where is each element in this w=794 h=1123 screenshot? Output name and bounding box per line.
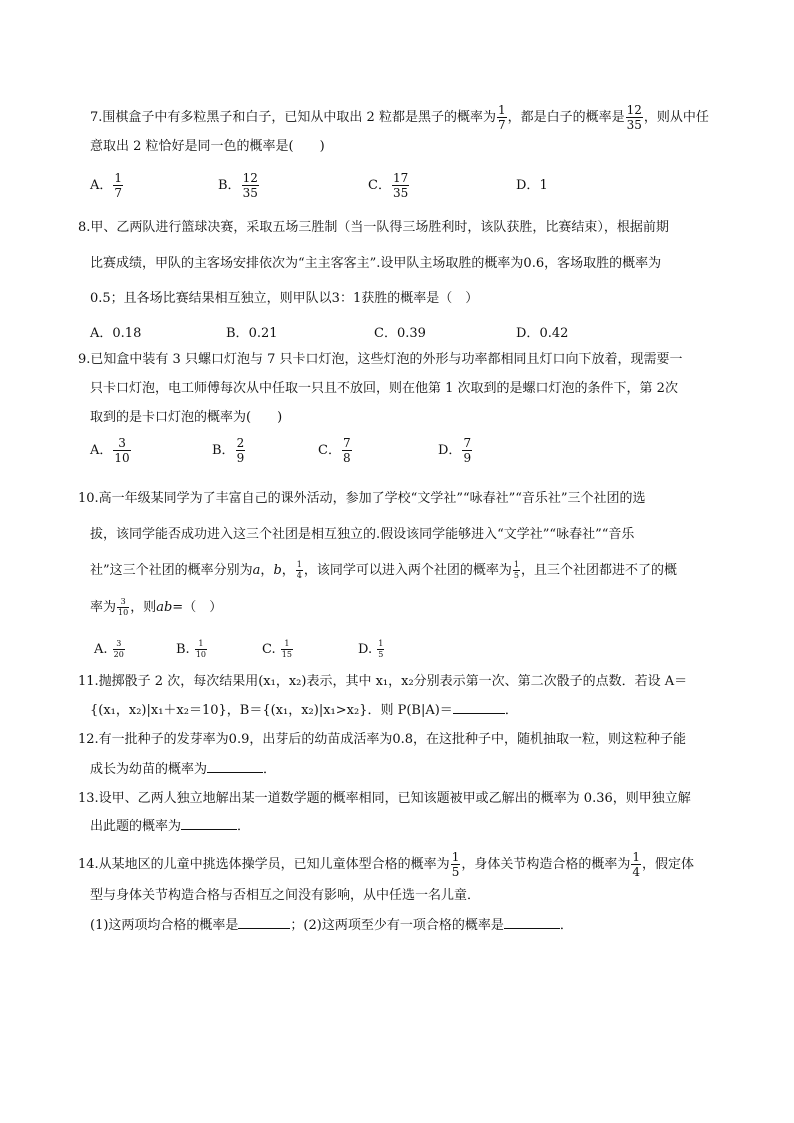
q14-answer-blank-1[interactable] (238, 916, 290, 929)
q7-fraction-1: $\frac{1}{7}$ (497, 103, 506, 132)
q7-text-3: ，则从中任 (643, 110, 709, 125)
q12-line-2: 成长为幼苗的概率为 ． (90, 762, 277, 777)
q10-line-3: 社”这三个社团的概率分别为a，b， $\frac{1}{4}$ ，该同学可以进入两个社团的概率为 $\frac{1}{5}$ ，且三个社团都进不了的概 (90, 560, 677, 580)
q7-option-a: A． $\frac{1}{7}$ (90, 171, 123, 200)
q13-line-1: 13.设甲、乙两人独立地解出某一道数学题的概率相同，已知该题被甲或乙解出的概率为 0.36，则甲独立解 (78, 791, 691, 806)
q10-option-d: D. $\frac{1}{5}$ (358, 639, 384, 659)
q14-fraction-2: $\frac{1}{4}$ (632, 850, 640, 879)
q8-line-1: 8.甲、乙两队进行篮球决赛，采取五场三胜制（当一队得三场胜利时，该队获胜，比赛结束），根据前期 (78, 220, 669, 235)
q14-line-2: 型与身体关节构造合格与否相互之间没有影响，从中任选一名儿童． (90, 888, 481, 903)
q7-line-1 (90, 104, 709, 131)
q7-option-a-fraction: $\frac{1}{7}$ (114, 171, 123, 200)
q10-line-4: 率为 $\frac{3}{10}$ ，则ab=（ ） (90, 597, 223, 617)
q11-answer-blank[interactable] (453, 701, 505, 714)
q8-option-c: C．0.39 (374, 326, 426, 341)
var-b: b (273, 563, 282, 578)
q8-option-a: A．0.18 (90, 326, 142, 341)
q10-option-b: B. $\frac{1}{10}$ (176, 639, 207, 659)
var-a: a (252, 563, 261, 578)
q9-line-1: 9.已知盒中装有 3 只螺口灯泡与 7 只卡口灯泡，这些灯泡的外形与功率都相同且灯口向下放着，现需要一 (78, 352, 683, 367)
q8-option-d: D．0.42 (516, 326, 569, 341)
q10-fraction-1: $\frac{1}{4}$ (296, 560, 302, 580)
q12-line-1: 12.有一批种子的发芽率为0.9，出芽后的幼苗成活率为0.8，在这批种子中，随机抽取一粒，则这粒种子能 (78, 732, 687, 747)
q10-option-a: A. $\frac{3}{20}$ (94, 639, 124, 659)
q7-option-d: D．1 (516, 178, 548, 193)
q10-line-2: 拔，该同学能否成功进入这三个社团是相互独立的.假设该同学能够进入“文学社”“咏春社”“音乐 (90, 527, 635, 542)
q7-option-c: C． $\frac{17}{35}$ (368, 171, 409, 200)
q7-option-c-fraction: $\frac{17}{35}$ (392, 171, 409, 200)
var-ab: ab (156, 600, 173, 615)
q9-option-b-fraction: $\frac{2}{9}$ (236, 436, 245, 465)
q9-option-b: B． $\frac{2}{9}$ (212, 436, 245, 465)
q10-fraction-3: $\frac{3}{10}$ (118, 597, 129, 617)
q10-fraction-2: $\frac{1}{5}$ (513, 560, 519, 580)
q14-line-3: (1)这两项均合格的概率是 ；(2)这两项至少有一项合格的概率是 ． (90, 918, 573, 933)
q13-answer-blank[interactable] (181, 817, 237, 830)
q10-option-a-fraction: $\frac{3}{20}$ (113, 639, 124, 659)
q12-answer-blank[interactable] (207, 760, 263, 773)
q14-fraction-1: $\frac{1}{5}$ (451, 850, 460, 879)
q9-option-c: C． $\frac{7}{8}$ (318, 436, 351, 465)
q7-text-2: ，都是白子的概率是 (507, 110, 625, 125)
q9-option-d: D． $\frac{7}{9}$ (438, 436, 472, 465)
q7-option-b: B． $\frac{12}{35}$ (218, 171, 258, 200)
q10-option-c: C. $\frac{1}{15}$ (262, 639, 292, 659)
q9-option-a: A． $\frac{3}{10}$ (90, 436, 130, 465)
q10-option-d-fraction: $\frac{1}{5}$ (378, 639, 384, 659)
q10-option-b-fraction: $\frac{1}{10}$ (195, 639, 207, 659)
q10-option-c-fraction: $\frac{1}{15}$ (281, 639, 292, 659)
q11-line-1: 11.抛掷骰子 2 次，每次结果用(x₁，x₂)表示，其中 x₁，x₂分别表示第一次、第二次骰子的点数．若设 A＝ (78, 674, 688, 689)
q8-line-3: 0.5；且各场比赛结果相互独立，则甲队以3：1获胜的概率是（ ） (90, 291, 479, 306)
q14-answer-blank-2[interactable] (504, 916, 560, 929)
q7-option-b-fraction: $\frac{12}{35}$ (242, 171, 258, 200)
q8-line-2: 比赛成绩，甲队的主客场安排依次为“主主客客主”.设甲队主场取胜的概率为0.6，客场取胜的概率为 (90, 256, 662, 271)
q7-fraction-2: $\frac{12}{35}$ (626, 103, 642, 132)
q9-line-2: 只卡口灯泡，电工师傅每次从中任取一只且不放回，则在他第 1 次取到的是螺口灯泡的条件下，第 2次 (90, 381, 678, 396)
q13-line-2: 出此题的概率为 ． (90, 819, 251, 834)
q10-line-1: 10.高一年级某同学为了丰富自己的课外活动，参加了学校“文学社”“咏春社”“音乐社”三个社团的选 (78, 491, 646, 506)
q11-line-2: {(x₁，x₂)|x₁＋x₂＝10}，B＝{(x₁，x₂)|x₁>x₂}．则 P(B|A)＝ ． (90, 703, 518, 718)
q9-option-a-fraction: $\frac{3}{10}$ (114, 436, 130, 465)
q9-option-c-fraction: $\frac{7}{8}$ (342, 436, 351, 465)
q7-text-1: 7.围棋盒子中有多粒黑子和白子，已知从中取出 2 粒都是黑子的概率为 (90, 110, 496, 125)
q8-option-b: B．0.21 (226, 326, 278, 341)
q14-line-1: 14.从某地区的儿童中挑选体操学员，已知儿童体型合格的概率为 $\frac{1}{5}$ ，身体关节构造合格的概率为 $\frac{1}{4}$ ，假定体 (78, 850, 694, 879)
q9-option-d-fraction: $\frac{7}{9}$ (463, 436, 472, 465)
q7-line-2: 意取出 2 粒恰好是同一色的概率是( ) (90, 139, 325, 154)
q9-line-3: 取到的是卡口灯泡的概率为( ) (90, 410, 283, 425)
